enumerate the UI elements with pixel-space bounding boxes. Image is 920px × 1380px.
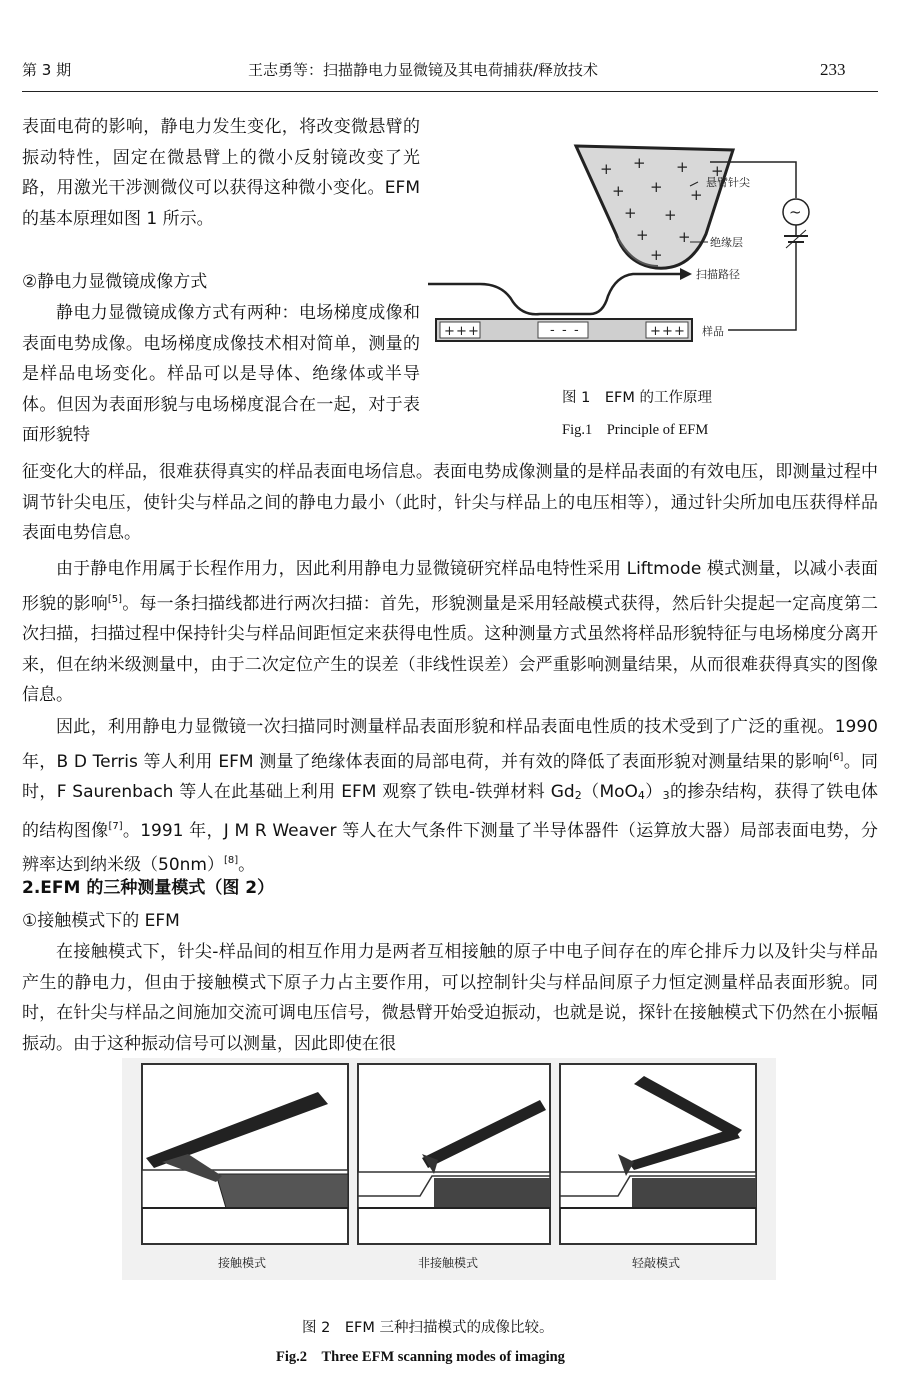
paragraph-contact-mode: 在接触模式下，针尖-样品间的相互作用力是两者互相接触的原子中电子间存在的库仑排斥力以及针尖与样品产生的静电力，但由于接触模式下原子力占主要作用，可以控制针尖与样品间原子力恒定测量样品表面形貌。同时，在针尖与样品之间施加交流可调电压信号，微悬臂开始受迫振动，也就是说，探针在接触模式下仍然在小振幅振动。由于这种振动信号可以测量，因此即使在很	[22, 942, 878, 1054]
figure-1-caption-cn: 图 1 EFM 的工作原理	[562, 390, 712, 406]
tip-charge: +	[678, 228, 691, 246]
sample-charge: +	[650, 324, 661, 339]
page-number: 233	[820, 60, 846, 79]
citation-7: [7]	[108, 820, 123, 832]
figure-2-caption-en: Fig.2 Three EFM scanning modes of imaging	[276, 1349, 565, 1365]
figure-2-caption-cn: 图 2 EFM 三种扫描模式的成像比较。	[302, 1320, 554, 1336]
paragraph-liftmode: 由于静电作用属于长程作用力，因此利用静电力显微镜研究样品电特性采用 Liftmode 模式测量，以减小表面形貌的影响[5]。每一条扫描线都进行两次扫描：首先，形貌测量是采用轻敲模式获得，然后针尖提起一定高度第二次扫描，扫描过程中保持针尖与样品间距恒定来获得电性质。这种测量方式虽然将样品形貌特征与电场梯度分离开来，但在纳米级测量中，由于二次定位产生的误差（非线性误差）会严重影响测量结果，从而很难获得真实的图像信息。	[22, 559, 879, 705]
tip-charge: +	[624, 204, 637, 222]
heading-imaging-modes: ②静电力显微镜成像方式	[22, 272, 208, 292]
tip-charge: +	[600, 160, 613, 178]
label-cantilever-tip: 悬臂针尖	[706, 176, 750, 189]
scan-path-arrowhead	[680, 268, 692, 280]
scan-path-line	[428, 274, 666, 314]
label-sample: 样品	[702, 325, 724, 338]
heading-contact-mode: ①接触模式下的 EFM	[22, 911, 180, 931]
sample-charge: +	[468, 324, 479, 339]
paragraph-imaging-narrow: 静电力显微镜成像方式有两种：电场梯度成像和表面电势成像。电场梯度成像技术相对简单，测量的是样品电场变化。样品可以是导体、绝缘体或半导体。但因为表面形貌与电场梯度混合在一起，对于表面形貌特	[22, 303, 420, 445]
panel-tapping-mode	[560, 1064, 756, 1244]
tip-charge: +	[636, 226, 649, 244]
running-title: 王志勇等：扫描静电力显微镜及其电荷捕获/释放技术	[248, 61, 599, 79]
journal-issue: 第 3 期	[22, 61, 72, 79]
citation-5: [5]	[107, 593, 123, 605]
sample-charge: -	[574, 323, 579, 338]
figure-1-caption-en: Fig.1 Principle of EFM	[562, 422, 709, 438]
header-rule	[22, 91, 878, 92]
paragraph-history: 因此，利用静电力显微镜一次扫描同时测量样品表面形貌和样品表面电性质的技术受到了广泛的重视。1990 年，B D Terris 等人利用 EFM 测量了绝缘体表面的局部电荷，并有效的降低了表面形貌对测量结果的影响[6]。同时，F Saurenbach 等人在此基础上利用 EFM 观察了铁电-铁弹材料 Gd2（MoO4）3的掺杂结构，获得了铁电体的结构图像[7]。1991 年，J M R Weaver 等人在大气条件下测量了半导体器件（运算放大器）局部表面电势，分辨率达到纳米级（50nm）[8]。	[22, 717, 879, 875]
tip-charge: +	[711, 162, 724, 180]
figure-1-efm-principle-diagram	[428, 116, 878, 371]
section-heading-2: 2.EFM 的三种测量模式（图 2）	[22, 878, 275, 898]
citation-6: [6]	[829, 751, 844, 763]
label-contact-mode: 接触模式	[218, 1256, 267, 1270]
tip-charge: +	[664, 206, 677, 224]
panel-contact-mode	[142, 1064, 348, 1244]
tip-charge: +	[650, 178, 663, 196]
circuit-wire-bottom	[728, 242, 796, 330]
figure-2-scanning-modes	[122, 1058, 776, 1280]
tip-charge: +	[676, 158, 689, 176]
label-tapping-mode: 轻敲模式	[632, 1256, 681, 1270]
sample-charge: +	[674, 324, 685, 339]
tip-charge: +	[612, 182, 625, 200]
paragraph-imaging-continued: 征变化大的样品，很难获得真实的样品表面电场信息。表面电势成像测量的是样品表面的有效电压，即测量过程中调节针尖电压，使针尖与样品之间的静电力最小（此时，针尖与样品上的电压相等），通过针尖所加电压获得样品表面电势信息。	[22, 462, 878, 543]
tip-charge: +	[650, 246, 663, 264]
sample-charge: +	[444, 324, 455, 339]
sample-charge: -	[562, 323, 567, 338]
sample-charge: -	[550, 323, 555, 338]
panel-noncontact-mode	[358, 1064, 550, 1244]
citation-8: [8]	[223, 855, 239, 866]
label-scan-path: 扫描路径	[696, 268, 740, 281]
paragraph-efm-principle: 表面电荷的影响，静电力发生变化，将改变微悬臂的振动特性，固定在微悬臂上的微小反射镜改变了光路，用激光干涉测微仪可以获得这种微小变化。EFM 的基本原理如图 1 所示。	[22, 117, 420, 229]
ac-source-symbol: ~	[789, 203, 802, 221]
label-noncontact-mode: 非接触模式	[418, 1256, 479, 1270]
tip-charge: +	[690, 186, 703, 204]
sample-charge: +	[662, 324, 673, 339]
sample-charge: +	[456, 324, 467, 339]
label-insulator: 绝缘层	[710, 236, 743, 249]
tip-charge: +	[633, 154, 646, 172]
